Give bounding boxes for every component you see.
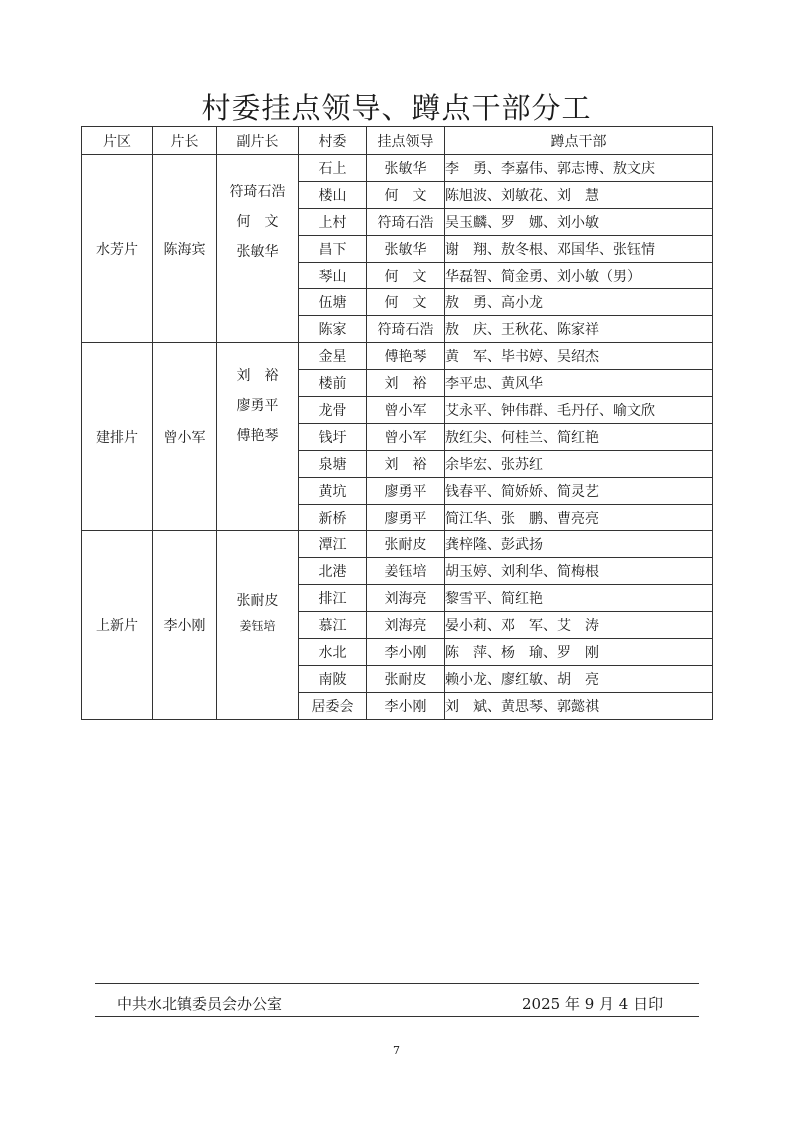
village-cadres: 黎雪平、简红艳 — [445, 585, 713, 612]
village-name: 金星 — [299, 343, 367, 370]
footer-print-date: 2025 年 9 月 4 日印 — [522, 995, 664, 1013]
village-leader: 符琦石浩 — [367, 316, 445, 343]
village-cadres: 刘 斌、黄思琴、郭懿祺 — [445, 692, 713, 719]
deputy-name: 何 文 — [236, 214, 279, 230]
page-title: 村委挂点领导、蹲点干部分工 — [201, 91, 592, 125]
village-leader: 曾小军 — [367, 397, 445, 424]
village-name: 泉塘 — [299, 450, 367, 477]
village-leader: 张敏华 — [367, 155, 445, 182]
village-leader: 何 文 — [367, 262, 445, 289]
column-header-leader: 挂点领导 — [367, 127, 445, 155]
village-name: 钱圩 — [299, 423, 367, 450]
village-cadres: 晏小莉、邓 军、艾 涛 — [445, 612, 713, 639]
column-header-village: 村委 — [299, 127, 367, 155]
table-row — [82, 155, 713, 182]
footer-rule-bottom — [95, 1016, 699, 1017]
village-cadres: 陈旭波、刘敏花、刘 慧 — [445, 181, 713, 208]
village-cadres: 赖小龙、廖红敏、胡 亮 — [445, 665, 713, 692]
village-cadres: 陈 萍、杨 瑜、罗 刚 — [445, 639, 713, 666]
region-name: 水芳片 — [82, 155, 153, 343]
village-leader: 刘 裕 — [367, 370, 445, 397]
village-name: 排江 — [299, 585, 367, 612]
village-cadres: 简江华、张 鹏、曹亮亮 — [445, 504, 713, 531]
village-cadres: 敖 庆、王秋花、陈家祥 — [445, 316, 713, 343]
village-name: 居委会 — [299, 692, 367, 719]
village-leader: 何 文 — [367, 289, 445, 316]
village-leader: 李小刚 — [367, 692, 445, 719]
region-deputies — [217, 343, 299, 531]
village-name: 新桥 — [299, 504, 367, 531]
column-header-region: 片区 — [82, 127, 153, 155]
village-leader: 廖勇平 — [367, 477, 445, 504]
village-name: 水北 — [299, 639, 367, 666]
village-name: 龙骨 — [299, 397, 367, 424]
table-row — [82, 531, 713, 558]
village-cadres: 钱春平、简娇娇、简灵艺 — [445, 477, 713, 504]
village-name: 北港 — [299, 558, 367, 585]
region-name: 建排片 — [82, 343, 153, 531]
village-name: 上村 — [299, 208, 367, 235]
village-leader: 曾小军 — [367, 423, 445, 450]
village-leader: 刘海亮 — [367, 585, 445, 612]
village-cadres: 吴玉麟、罗 娜、刘小敏 — [445, 208, 713, 235]
village-leader: 何 文 — [367, 181, 445, 208]
village-leader: 张敏华 — [367, 235, 445, 262]
village-name: 石上 — [299, 155, 367, 182]
village-cadres: 李 勇、李嘉伟、郭志博、敖文庆 — [445, 155, 713, 182]
village-leader: 廖勇平 — [367, 504, 445, 531]
village-name: 楼山 — [299, 181, 367, 208]
village-cadres: 敖 勇、高小龙 — [445, 289, 713, 316]
village-name: 南陂 — [299, 665, 367, 692]
village-cadres: 余毕宏、张苏红 — [445, 450, 713, 477]
village-leader: 姜钰培 — [367, 558, 445, 585]
column-header-cadres: 蹲点干部 — [445, 127, 713, 155]
deputy-name: 刘 裕 — [236, 368, 279, 385]
village-cadres: 华磊智、简金勇、刘小敏（男） — [445, 262, 713, 289]
footer-issuer: 中共水北镇委员会办公室 — [117, 995, 283, 1013]
deputy-name: 张敏华 — [236, 244, 279, 260]
village-leader: 符琦石浩 — [367, 208, 445, 235]
village-name: 黄坑 — [299, 477, 367, 504]
region-head: 陈海宾 — [153, 155, 217, 343]
page-number: 7 — [393, 1044, 400, 1057]
village-cadres: 李平忠、黄风华 — [445, 370, 713, 397]
village-cadres: 黄 军、毕书婷、吴绍杰 — [445, 343, 713, 370]
village-cadres: 龚梓隆、彭武扬 — [445, 531, 713, 558]
village-name: 慕江 — [299, 612, 367, 639]
village-leader: 张耐皮 — [367, 665, 445, 692]
village-leader: 张耐皮 — [367, 531, 445, 558]
village-leader: 傅艳琴 — [367, 343, 445, 370]
village-name: 楼前 — [299, 370, 367, 397]
village-name: 潭江 — [299, 531, 367, 558]
village-cadres: 胡玉婷、刘利华、简梅根 — [445, 558, 713, 585]
deputy-name: 符琦石浩 — [229, 184, 286, 200]
region-deputies — [217, 155, 299, 343]
column-header-head: 片长 — [153, 127, 217, 155]
assignment-table — [81, 126, 713, 720]
village-cadres: 艾永平、钟伟群、毛丹仔、喻文欣 — [445, 397, 713, 424]
village-name: 昌下 — [299, 235, 367, 262]
deputy-name: 姜钰培 — [239, 619, 276, 634]
region-deputies — [217, 531, 299, 719]
village-leader: 李小刚 — [367, 639, 445, 666]
deputy-name: 廖勇平 — [236, 398, 279, 415]
village-cadres: 谢 翔、敖冬根、邓国华、张钰情 — [445, 235, 713, 262]
region-name: 上新片 — [82, 531, 153, 719]
deputy-name: 张耐皮 — [236, 593, 279, 610]
village-leader: 刘海亮 — [367, 612, 445, 639]
village-name: 琴山 — [299, 262, 367, 289]
deputy-name: 傅艳琴 — [236, 428, 279, 445]
table-header-row — [82, 127, 713, 155]
table-row — [82, 343, 713, 370]
footer-rule-top — [95, 983, 699, 984]
village-leader: 刘 裕 — [367, 450, 445, 477]
region-head: 李小刚 — [153, 531, 217, 719]
village-cadres: 敖红尖、何桂兰、简红艳 — [445, 423, 713, 450]
column-header-deputy: 副片长 — [217, 127, 299, 155]
region-head: 曾小军 — [153, 343, 217, 531]
village-name: 伍塘 — [299, 289, 367, 316]
village-name: 陈家 — [299, 316, 367, 343]
